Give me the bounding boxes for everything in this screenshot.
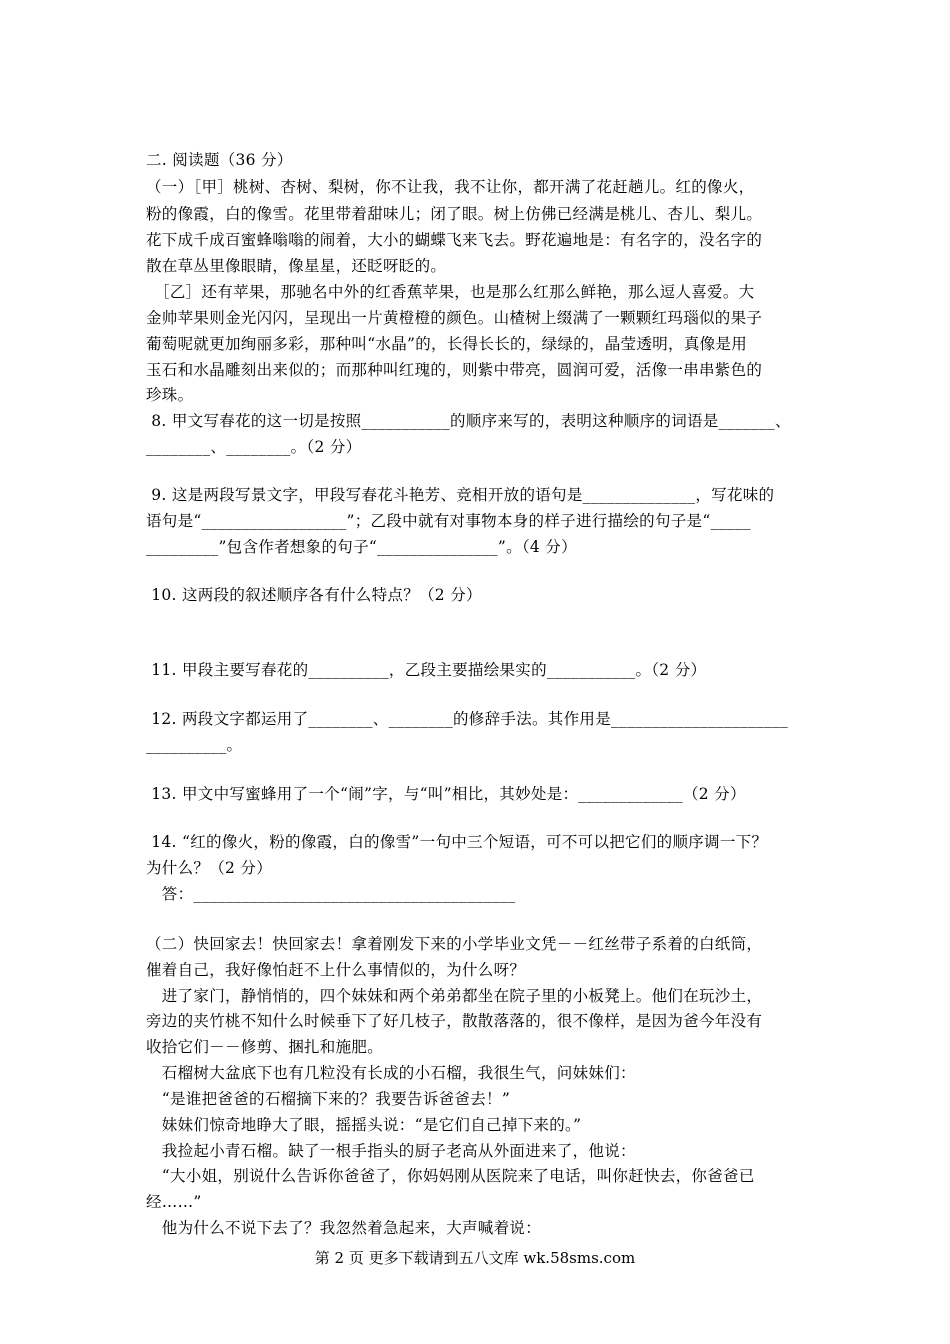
passage-line: 花下成千成百蜜蜂嗡嗡的闹着，大小的蝴蝶飞来飞去。野花遍地是：有名字的，没名字的 [146,231,763,249]
passage-line: 葡萄呢就更加绚丽多彩，那种叫“水晶”的，长得长长的，绿绿的，晶莹透明，真像是用 [146,335,748,353]
answer-line: 答：________________________________________ [146,885,516,903]
question-line: 13. 甲文中写蜜蜂用了一个“闹”字，与“叫”相比，其妙处是：_____________（2 分） [146,785,746,803]
passage-line: 石榴树大盆底下也有几粒没有长成的小石榴，我很生气，问妹妹们： [146,1064,636,1082]
passage-line: 妹妹们惊奇地睁大了眼，摇摇头说：“是它们自己掉下来的。” [146,1116,582,1134]
question-line: __________。 [146,736,243,754]
passage-line: 他为什么不说下去了？我忽然着急起来，大声喊着说： [146,1219,542,1237]
passage-line: ［乙］还有苹果，那驰名中外的红香蕉苹果，也是那么红那么鲜艳，那么逗人喜爱。大 [146,283,755,301]
passage-line: 金帅苹果则金光闪闪，呈现出一片黄橙橙的颜色。山楂树上缀满了一颗颗红玛瑙似的果子 [146,309,763,327]
passage-line: 玉石和水晶雕刻出来似的；而那种叫红瑰的，则紫中带亮，圆润可爱，活像一串串紫色的 [146,361,763,379]
passage-line: 珍珠。 [146,386,194,404]
passage-line: 催着自己，我好像怕赶不上什么事情似的，为什么呀？ [146,961,526,979]
question-line: 10. 这两段的叙述顺序各有什么特点？（2 分） [146,586,482,604]
question-line: 为什么？（2 分） [146,859,272,877]
question-line: 12. 两段文字都运用了________、________的修辞手法。其作用是______________________ [146,710,789,728]
page-footer: 第 2 页 更多下载请到五八文库 wk.58sms.com [314,1249,636,1267]
passage-line: 我捡起小青石榴。缺了一根手指头的厨子老高从外面进来了，他说： [146,1142,636,1160]
passage-line: （一）［甲］桃树、杏树、梨树，你不让我，我不让你，都开满了花赶趟儿。红的像火， [146,178,755,196]
question-line: 14. “红的像火，粉的像霞，白的像雪”一句中三个短语，可不可以把它们的顺序调一下？ [146,833,768,851]
question-line: 语句是“__________________”；乙段中就有对事物本身的样子进行描绘的句子是“_____ [146,512,751,530]
passage-line: （二）快回家去！快回家去！拿着刚发下来的小学毕业文凭－－红丝带子系着的白纸筒， [146,935,763,953]
question-line: 8. 甲文写春花的这一切是按照___________的顺序来写的，表明这种顺序的词语是_______、 [146,412,791,430]
passage-line: 旁边的夹竹桃不知什么时候垂下了好几枝子，散散落落的，很不像样，是因为爸今年没有 [146,1012,763,1030]
question-line: ________、________。（2 分） [146,438,362,456]
question-line: 9. 这是两段写景文字，甲段写春花斗艳芳、竞相开放的语句是______________，写花味的 [146,486,775,504]
question-line: 11. 甲段主要写春花的__________，乙段主要描绘果实的___________。（2 分） [146,661,707,679]
passage-line: 经……” [146,1193,202,1211]
passage-line: “大小姐，别说什么告诉你爸爸了，你妈妈刚从医院来了电话，叫你赶快去，你爸爸已 [146,1167,755,1185]
question-line: _________”包含作者想象的句子“_______________”。（4 分） [146,538,577,556]
passage-line: 进了家门，静悄悄的，四个妹妹和两个弟弟都坐在院子里的小板凳上。他们在玩沙土， [146,987,763,1005]
passage-line: “是谁把爸爸的石榴摘下来的？我要告诉爸爸去！” [146,1090,511,1108]
passage-line: 散在草丛里像眼睛，像星星，还眨呀眨的。 [146,257,447,275]
section-title: 二. 阅读题（36 分） [146,151,293,169]
passage-line: 收拾它们－－修剪、捆扎和施肥。 [146,1038,384,1056]
passage-line: 粉的像霞，白的像雪。花里带着甜味儿；闭了眼。树上仿佛已经满是桃儿、杏儿、梨儿。 [146,205,763,223]
